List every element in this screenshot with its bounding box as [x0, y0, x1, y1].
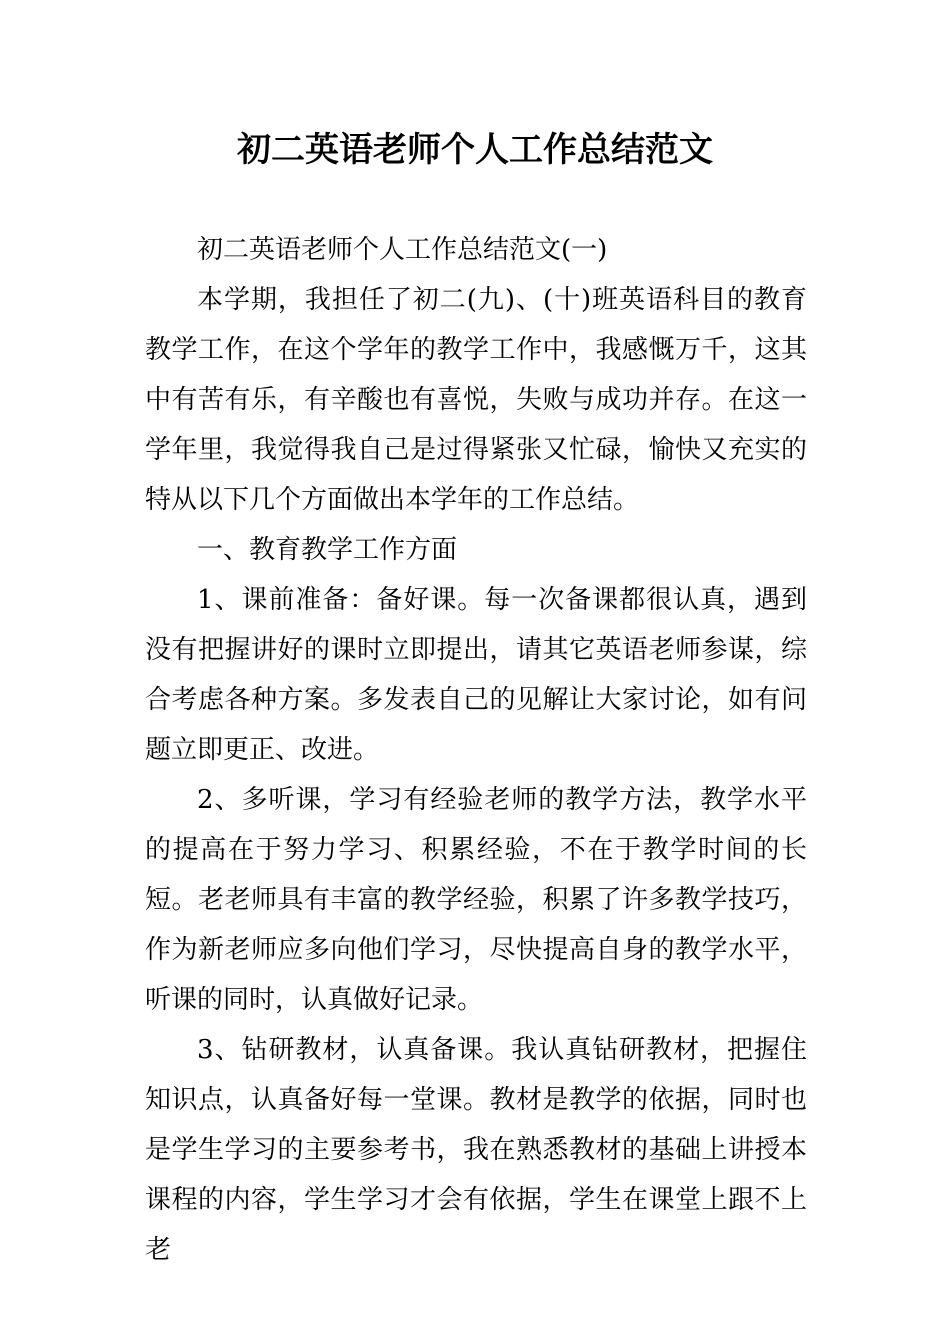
document-title: 初二英语老师个人工作总结范文 [237, 130, 713, 170]
document-body [145, 225, 807, 1275]
paragraph-subtitle: 初二英语老师个人工作总结范文(一) [197, 235, 608, 265]
paragraph-item-3: 3、钻研教材，认真备课。我认真钻研教材，把握住知识点，认真备好每一堂课。教材是教学的依据，同时也是学生学习的主要参考书，我在熟悉教材的基础上讲授本课程的内容，学生学习才会有依据，学生在课堂上跟不上老 [145, 1035, 807, 1265]
paragraph-item-2: 2、多听课，学习有经验老师的教学方法，教学水平的提高在于努力学习、积累经验，不在于教学时间的长短。老老师具有丰富的教学经验，积累了许多教学技巧，作为新老师应多向他们学习，尽快提高自身的教学水平，听课的同时，认真做好记录。 [145, 785, 807, 1015]
paragraph-item-1: 1、课前准备：备好课。每一次备课都很认真，遇到没有把握讲好的课时立即提出，请其它英语老师参谋，综合考虑各种方案。多发表自己的见解让大家讨论，如有问题立即更正、改进。 [145, 585, 807, 765]
section-heading: 一、教育教学工作方面 [197, 535, 458, 565]
paragraph-intro: 本学期，我担任了初二(九)、(十)班英语科目的教育教学工作，在这个学年的教学工作中，我感慨万千，这其中有苦有乐，有辛酸也有喜悦，失败与成功并存。在这一学年里，我觉得我自己是过得紧张又忙碌，愉快又充实的特从以下几个方面做出本学年的工作总结。 [145, 285, 807, 515]
